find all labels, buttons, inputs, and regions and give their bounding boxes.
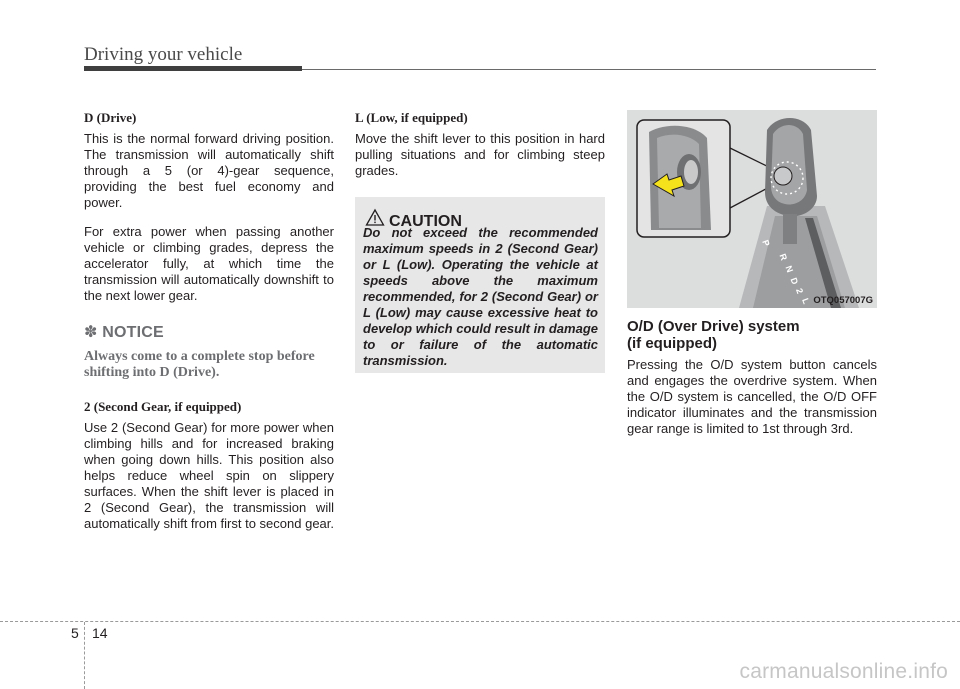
drive-paragraph-2: For extra power when passing another vehicle or climbing grades, depress the accelerator fully, at which time the transmission will automatically downshift to the next lower gear.: [84, 224, 334, 303]
low-heading: L (Low, if equipped): [355, 110, 468, 125]
gate-label-2: 2: [793, 286, 806, 296]
header-rule-thick: [84, 66, 302, 71]
shift-lever-figure: [627, 110, 877, 308]
page-header-title: Driving your vehicle: [84, 44, 243, 65]
notice-title: ✽ NOTICE: [84, 324, 164, 341]
od-paragraph: Pressing the O/D system button cancels and engages the overdrive system. When the O/D system is cancelled, the O/D OFF indicator illuminates and the transmission gear range is limited to 1st through 3rd.: [627, 357, 877, 436]
od-heading-line-1: O/D (Over Drive) system: [627, 318, 800, 335]
caution-text: Do not exceed the recommended maximum speeds in 2 (Second Gear) or L (Low). Operating the vehicle at speeds above the maximum recommended, for 2 (Second Gear) or L (Low) may cause excessive heat to develop which could result in damage to or failure of the automatic transmission.: [363, 225, 598, 368]
second-gear-paragraph: Use 2 (Second Gear) for more power when climbing hills and for increased braking when going down hills. This position also helps reduce wheel spin on slippery surfaces. When the shift lever is placed in 2 (Second Gear), the transmission will automatically shift from first to second gear.: [84, 420, 334, 531]
column-1: [84, 110, 334, 545]
second-gear-heading: 2 (Second Gear, if equipped): [84, 399, 242, 414]
shift-lever-illustration: [627, 110, 877, 308]
od-heading-line-2: (if equipped): [627, 335, 717, 352]
gate-label-L: L: [800, 296, 812, 306]
drive-heading: D (Drive): [84, 110, 137, 125]
gate-label-D: D: [788, 276, 801, 286]
od-heading: [627, 318, 877, 352]
page-chapter-number: 5: [71, 625, 79, 641]
header-rule-thin: [302, 69, 876, 70]
gate-label-N: N: [783, 264, 796, 274]
gate-label-P: P: [760, 238, 772, 248]
caution-title: CAUTION: [389, 213, 462, 230]
caution-box: [355, 197, 605, 373]
drive-paragraph-1: This is the normal forward driving position. The transmission will automatically shift through a 5 (or 4)-gear sequence, providing the best fuel economy and power.: [84, 131, 334, 210]
footer-vertical-rule: [84, 622, 85, 689]
footer-rule: [0, 621, 960, 622]
low-paragraph: Move the shift lever to this position in hard pulling situations and for climbing steep grades.: [355, 131, 605, 178]
notice-text: Always come to a complete stop before shifting into D (Drive).: [84, 349, 315, 380]
column-2: [355, 110, 605, 373]
figure-code: OTQ057007G: [813, 295, 873, 306]
gate-label-R: R: [777, 252, 790, 262]
watermark: carmanualsonline.info: [739, 660, 948, 683]
column-3: [627, 110, 877, 450]
page-number: 14: [92, 625, 108, 641]
